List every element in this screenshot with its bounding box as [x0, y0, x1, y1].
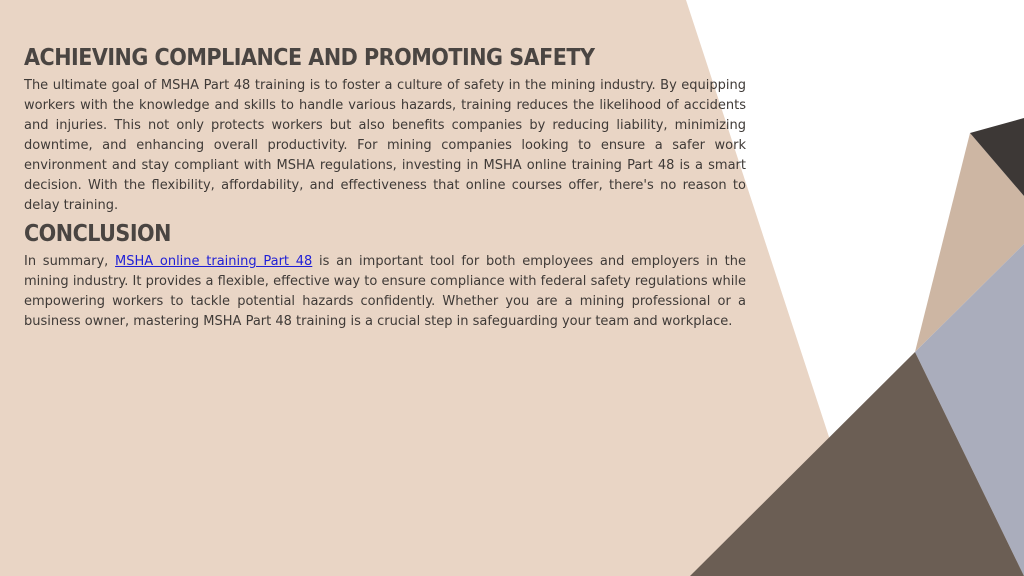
slide-content	[24, 40, 746, 332]
section-paragraph-compliance: The ultimate goal of MSHA Part 48 training is to foster a culture of safety in the mining industry. By equipping workers with the knowledge and skills to handle various hazards, training reduces the likelihood of accidents and injuries. This not only protects workers but also benefits companies by reducing liability, minimizing downtime, and enhancing overall productivity. For mining companies looking to ensure a safer work environment and stay compliant with MSHA regulations, investing in MSHA online training Part 48 is a smart decision. With the flexibility, affordability, and effectiveness that online courses offer, there's no reason to delay training.	[24, 78, 746, 213]
section-heading-compliance: ACHIEVING COMPLIANCE AND PROMOTING SAFETY	[24, 45, 595, 71]
conclusion-text-start: In summary,	[24, 254, 116, 269]
section-paragraph-conclusion	[24, 252, 746, 332]
conclusion-text-end: is an important tool for both employees and employers in the mining industry. It provides a flexible, effective way to ensure compliance with federal safety regulations while empowering workers to tackle potential hazards confidently. Whether you are a mining professional or a business owner, mastering MSHA Part 48 training is a crucial step in safeguarding your team and workplace.	[24, 254, 746, 329]
msha-training-link[interactable]: MSHA online training Part 48	[115, 254, 313, 269]
section-heading-conclusion: CONCLUSION	[24, 221, 171, 247]
